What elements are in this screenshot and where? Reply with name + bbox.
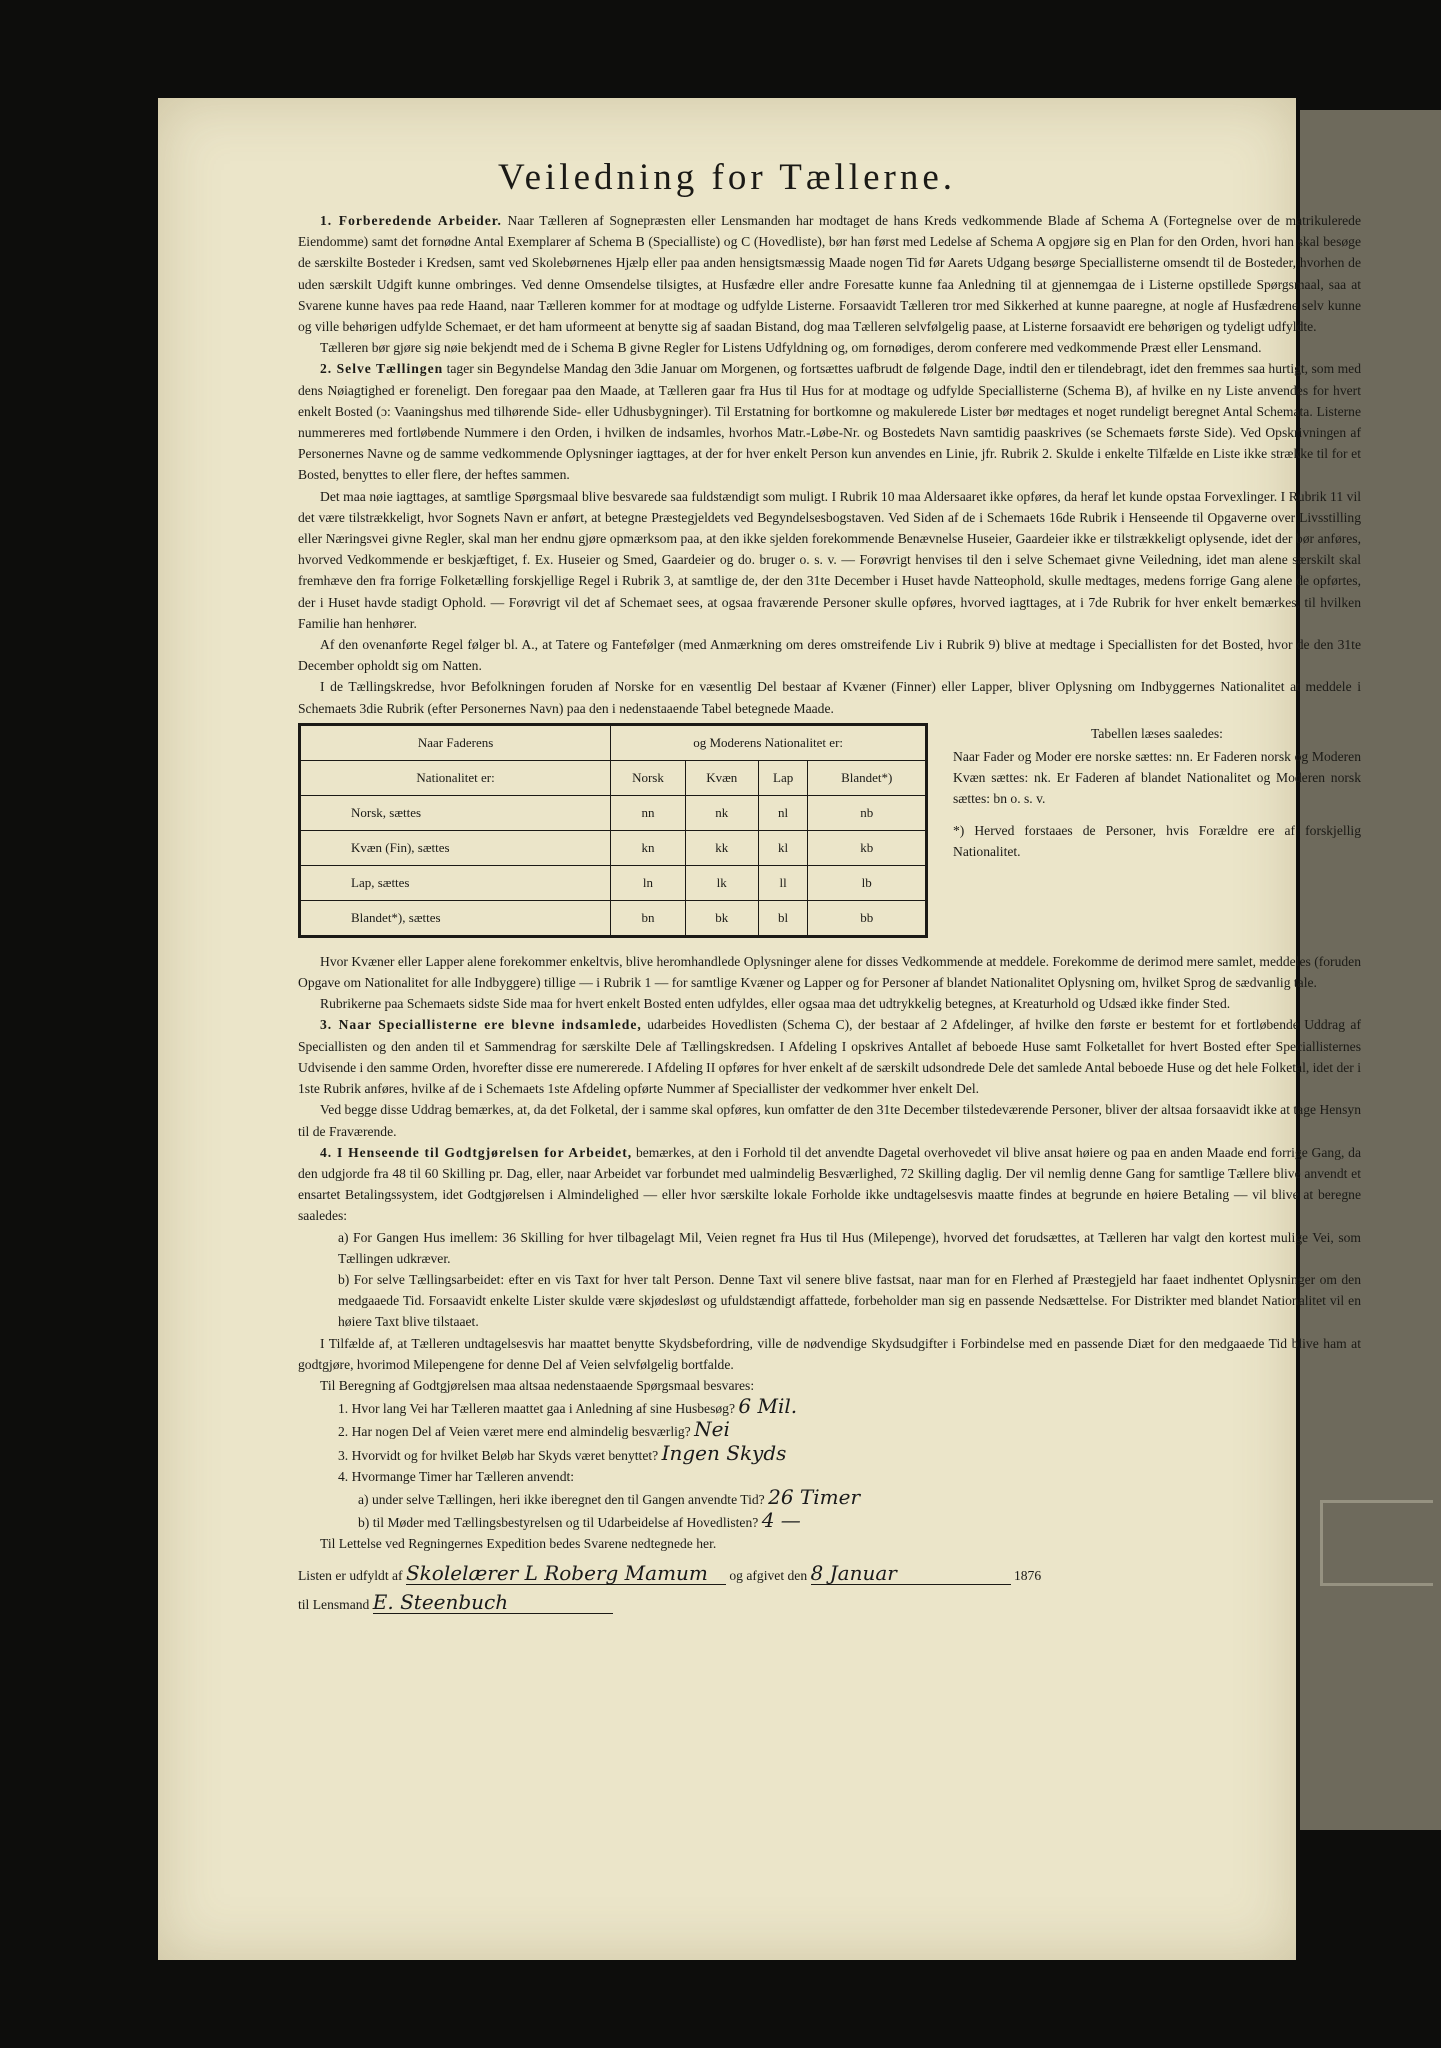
section4-text: bemærkes, at den i Forhold til det anvendte Dagetal overhovedet vil blive ansat høiere og paa en anden Maade end forrige Gang, da den udgjorde fra 48 til 60 Skilling pr. Dag, eller, naar Arbeidet var forbundet med ualmindelig Besværlighed, 72 Skilling daglig. Der vil nemlig denne Gang for samtlige Tællere blive anvendt et ensartet Betalingssystem, idet Godtgjørelsen i Almindelighed — eller hvor særskilte lokale Forholde ikke undtagelsesvis maatte findes at begrunde en høiere Betaling — vil blive at beregne saaledes:: [298, 1144, 1362, 1224]
sig-label-delivered: og afgivet den: [729, 1567, 808, 1583]
table-cell: lk: [685, 865, 758, 900]
table-cell: bk: [685, 900, 758, 936]
question-1-text: 1. Hvor lang Vei har Tælleren maattet gaa i Anledning af sine Husbesøg?: [338, 1401, 736, 1417]
col-header: Kvæn: [685, 760, 758, 795]
table-cell: nk: [685, 795, 758, 830]
question-3-text: 3. Hvorvidt og for hvilket Beløb har Skyds været benyttet?: [338, 1447, 659, 1463]
question-2: [298, 1419, 1361, 1442]
answer-1: 6 Mil.: [738, 1394, 798, 1419]
table-cell: nl: [758, 795, 808, 830]
section4-paragraph2: I Tilfælde af, at Tælleren undtagelsesvis har maattet benytte Skydsbefordring, ville de nødvendige Skydsudgifter i Forbindelse med en passende Diæt for den medgaaede Tid blive ham at godtgjøre, hvorimod Milepengene for denne Del af Veien selvfølgelig bortfalde.: [298, 1335, 1361, 1372]
table-cell: kl: [758, 830, 808, 865]
section1-text: Naar Tælleren af Sognepræsten eller Lensmanden har modtaget de hans Kreds vedkommende Blade af Schema A (Fortegnelse over de matrikulerede Eiendomme) samt det fornødne Antal Exemplarer af Schema B (Specialliste) og C (Hovedliste), bør han først med Ledelse af Schema A opgjøre sig en Plan for den Orden, hvori han skal besøge de særskilte Bosteder i Kredsen, samt ved Skolebørnenes Hjælp eller paa anden hensigtsmæssig Maade nogen Tid før Aarets Udgang besørge Speciallisterne omsendt til de Bosteder, hvorhen de uden særskilt Udgift kunne ombringes. Ved denne Omsendelse tilsigtes, at Husfædre eller andre Foresatte kunne faa Anledning til at gjennemgaa de i Listerne opstillede Spørgsmaal, saa at Svarene kunne haves paa rede Haand, naar Tælleren kommer for at modtage og udfylde Listerne. Forsaavidt Tælleren tror med Sikkerhed at kunne paaregne, at nogle af Husfædrene selv kunne og ville behørigen udfylde Schemaet, er det ham uformeent at benytte sig af saadan Bistand, dog maa Tælleren selvfølgelig paase, at Listerne forsaavidt ere behørigen og tydeligt udfyldte.: [298, 213, 1361, 335]
section4-paragraph3: Til Beregning af Godtgjørelsen maa altsaa nedenstaaende Spørgsmaal besvares:: [320, 1377, 755, 1393]
col-header: Lap: [758, 760, 808, 795]
section2b-paragraph2: Rubrikerne paa Schemaets sidste Side maa for hvert enkelt Bosted enten udfyldes, eller ogsaa maa det udtrykkelig betegnes, at Kreaturhold og Udsæd ikke finder Sted.: [320, 996, 1231, 1012]
table-cell: nn: [611, 795, 686, 830]
question-3: [298, 1440, 1361, 1466]
row-label: Kvæn (Fin), sættes: [300, 830, 611, 865]
document-body: [298, 210, 1361, 1615]
section3-paragraph: [298, 1014, 1361, 1099]
section3-paragraph2: Ved begge disse Uddrag bemærkes, at, da det Folketal, der i samme skal opføres, kun omfatter de den 31te December tilstedeværende Personer, bliver der altsaa forsaavidt ikke at tage Hensyn til de Fraværende.: [298, 1102, 1361, 1139]
answer-4b: 4 —: [761, 1508, 801, 1533]
table-header-father-1: Naar Faderens: [300, 724, 611, 760]
section4-item-b: b) For selve Tællingsarbeidet: efter en vis Taxt for hver talt Person. Denne Taxt vil senere blive fastsat, naar man for en Flerhed af Præstegjeld har faaet indhentet Oplysninger om den medgaaede Tid. Forsaavidt enkelte Lister skulde være skjødesløst og ufuldstændigt affattede, forbeholder man sig en passende Nedsættelse. For Distrikter med blandet Nationalitet vil en høiere Taxt blive tilstaaet.: [338, 1271, 1361, 1330]
table-cell: ll: [758, 865, 808, 900]
section2-paragraph: [298, 358, 1361, 485]
question-2-text: 2. Har nogen Del af Veien været mere end almindelig besværlig?: [338, 1424, 691, 1440]
section2-paragraph2: Det maa nøie iagttages, at samtlige Spørgsmaal blive besvarede saa fuldstændigt som muligt. I Rubrik 10 maa Aldersaaret ikke opføres, da heraf let kunde opstaa Forvexlinger. I Rubrik 11 vil det være tilstrækkeligt, hvor Sognets Navn er anført, at betegne Præstegjeldets ved Begyndelsesbogstaven. Ved Siden af de i Schemaets 16de Rubrik i Henseende til Opgaverne over Livsstilling eller Næringsvei givne Regler, skal man her endnu gjøre opmærksom paa, at den ikke sjelden forekommende Benævnelse Huseier, Gaardeier ikke er tilstrækkeligt oplysende, idet der bør anføres, hvorved Vedkommende er beskjæftiget, f. Ex. Huseier og Smed, Gaardeier og do. bruger o. s. v. — Forøvrigt henvises til den i selve Schemaet givne Veiledning, idet man alene særskilt skal fremhæve den fra forrige Folketælling forskjellige Regel i Rubrik 3, at samtlige de, der den 31te December i Huset havde Natteophold, skulle medtages, medens forrige Gang alene de opførtes, der i Huset havde stadigt Ophold. — Forøvrigt vil det af Schemaet sees, at ogsaa fraværende Personer skulle opføres, hvorved iagttages, at i 7de Rubrik for hver enkelt bemærkes, til hvilken Familie han henhører.: [298, 488, 1361, 631]
section2-paragraph4: I de Tællingskredse, hvor Befolkningen foruden af Norske for en væsentlig Del bestaar af Kvæner (Finner) eller Lapper, bliver Oplysning om Indbyggernes Nationalitet at meddele i Schemaets 3die Rubrik (efter Personernes Navn) paa den i nedenstaaende Tabel betegnede Maade.: [298, 679, 1361, 716]
section4-heading: 4. I Henseende til Godtgjørelsen for Arbeidet,: [320, 1144, 633, 1160]
table-cell: kn: [611, 830, 686, 865]
page-title: Veiledning for Tællerne.: [497, 157, 957, 198]
lensmand-name: E. Steenbuch: [373, 1592, 613, 1614]
section4-paragraph: [298, 1142, 1361, 1227]
table-cell: bn: [611, 900, 686, 936]
row-label: Blandet*), sættes: [300, 900, 611, 936]
nationality-table: [298, 723, 928, 938]
delivered-date: 8 Januar: [811, 1563, 1011, 1585]
sig-label-filled-by: Listen er udfyldt af: [298, 1567, 403, 1583]
nationality-block: [298, 723, 1361, 945]
section2-heading: 2. Selve Tællingen: [320, 361, 444, 377]
section4-item-a: a) For Gangen Hus imellem: 36 Skilling for hver tilbagelagt Mil, Veien regnet fra Hus til Hus (Milepenge), hvorved det forudsættes, at Tælleren har valgt den kortest mulige Vei, som Tællingen udkræver.: [338, 1229, 1361, 1266]
sig-label-lensmand: til Lensmand: [298, 1596, 370, 1612]
signature-line-1: [298, 1560, 1361, 1586]
legend-footnote: *) Herved forstaaes de Personer, hvis Forældre ere af forskjellig Nationalitet.: [953, 822, 1361, 859]
section1-paragraph: [298, 210, 1361, 337]
delivered-year: 1876: [1013, 1567, 1042, 1583]
document-page: [158, 98, 1362, 1960]
question-4a: [298, 1484, 1361, 1510]
table-cell: lb: [808, 865, 927, 900]
table-row: [300, 900, 927, 936]
col-header: Blandet*): [808, 760, 927, 795]
table-header-mother: og Moderens Nationalitet er:: [611, 724, 927, 760]
table-row: [300, 865, 927, 900]
col-header: Norsk: [611, 760, 686, 795]
table-header-father-2: Nationalitet er:: [300, 760, 611, 795]
question-4b-text: b) til Møder med Tællingsbestyrelsen og til Udarbeidelse af Hovedlisten?: [358, 1515, 759, 1531]
section3-text: udarbeides Hovedlisten (Schema C), der bestaar af 2 Afdelinger, af hvilke den første er bestemt for et fortløbende Uddrag af Speciallisten og den anden til et Sammendrag for særskilte Dele af Tællingskredsen. I Afdeling I opskrives Antallet af beboede Huse samt Folketallet for hvert Bosted efter Speciallisternes Udvisende i den samme Orden, hvorefter disse ere numererede. I Afdeling II opføres for hver enkelt af de særskilt udsondrede Dele det samlede Antal beboede Huse og det hele Folketal, idet der i 1ste Rubrik anføres, hvilke af de i Schemaets 1ste Afdeling opførte Nummer af Speciallister der vedkommer hver enkelt Del.: [298, 1017, 1361, 1097]
question-4a-text: a) under selve Tællingen, heri ikke iberegnet den til Gangen anvendte Tid?: [358, 1491, 765, 1507]
answer-2: Nei: [694, 1417, 730, 1442]
table-legend: [953, 723, 1361, 862]
table-cell: kk: [685, 830, 758, 865]
section3-heading: 3. Naar Speciallisterne ere blevne indsamlede,: [320, 1017, 642, 1033]
row-label: Lap, sættes: [300, 865, 611, 900]
section2b-paragraph: Hvor Kvæner eller Lapper alene forekommer enkeltvis, blive heromhandlede Oplysninger alene for disses Vedkommende at meddele. Forekomme de derimod mere samlet, meddeles (foruden Opgave om Nationalitet for alle Indbyggere) tillige — i Rubrik 1 — for samtlige Kvæner og Lapper og for Personer af blandet Nationalitet Oplysning om, hvilket Sprog de sædvanlig tale.: [298, 953, 1361, 991]
table-cell: kb: [808, 830, 927, 865]
legend-heading: Tabellen læses saaledes:: [1091, 725, 1223, 741]
table-cell: bb: [808, 900, 927, 936]
legend-text: Naar Fader og Moder ere norske sættes: nn. Er Faderen norsk og Moderen Kvæn sættes: nk. Er Faderen af blandet Nationalitet og Moderen norsk sættes: bn o. s. v.: [953, 749, 1361, 807]
filled-by-name: Skolelærer L Roberg Mamum: [406, 1563, 726, 1585]
row-label: Norsk, sættes: [300, 795, 611, 830]
signature-line-2: [298, 1589, 1361, 1615]
table-row: [300, 830, 927, 865]
section2-text: tager sin Begyndelse Mandag den 3die Januar om Morgenen, og fortsættes uafbrudt de følgende Dage, indtil den er tilendebragt, idet den fremmes saa hurtigt, som med dens Nøiagtighed er foreneligt. Den foregaar paa den Maade, at Tælleren gaar fra Hus til Hus for at modtage og udfylde Speciallisterne (Schema B), af hvilke en ny Liste anvendes for hvert enkelt Bosted (ɔ: Vaaningshus med tilhørende Side- eller Udhusbygninger). Til Erstatning for bortkomne og makulerede Lister bør medtages et noget rundeligt beregnet Antal Schemata. Listerne nummereres med fortløbende Nummere i den Orden, i hvilken de indsamles, hvorhos Matr.-Løbe-Nr. og Bostedets Navn samtidig paaskrives (se Schemaets første Side). Ved Opskrivningen af Personernes Navne og de samme vedkommende Oplysninger iagttages, at der for hver enkelt Person kun anvendes en Linie, jfr. Rubrik 2. Skulde i enkelte Tilfælde en Liste ikke strække til for et Bosted, benyttes to eller flere, der heftes sammen.: [298, 361, 1361, 483]
question-4b: [298, 1510, 1361, 1533]
table-cell: ln: [611, 865, 686, 900]
answer-3: Ingen Skyds: [661, 1440, 787, 1465]
question-4: 4. Hvormange Timer har Tælleren anvendt:: [338, 1468, 575, 1484]
answer-4a: 26 Timer: [768, 1484, 861, 1509]
question-1: [298, 1396, 1361, 1419]
section1-paragraph2: Tælleren bør gjøre sig nøie bekjendt med de i Schema B givne Regler for Listens Udfyldning og, om fornødiges, derom conferere med vedkommende Præst eller Lensmand.: [320, 340, 1262, 356]
table-cell: bl: [758, 900, 808, 936]
section1-heading: 1. Forberedende Arbeider.: [320, 213, 502, 228]
section4-paragraph4: Til Lettelse ved Regningernes Expedition bedes Svarene nedtegnede her.: [320, 1536, 717, 1552]
section2-paragraph3: Af den ovenanførte Regel følger bl. A., at Tatere og Fantefølger (med Anmærkning om deres omstreifende Liv i Rubrik 9) blive at medtage i Speciallisten for det Bosted, hvor de den 31te December opholdt sig om Natten.: [298, 637, 1361, 674]
table-cell: nb: [808, 795, 927, 830]
table-row: [300, 795, 927, 830]
